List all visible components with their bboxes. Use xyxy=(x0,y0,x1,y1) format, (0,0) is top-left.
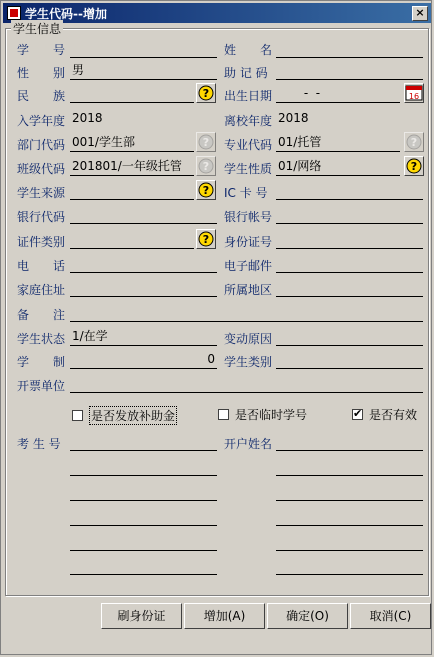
app-icon xyxy=(7,6,21,20)
minzu-lookup-button[interactable] xyxy=(196,83,216,103)
label-xuezhi: 学 制 xyxy=(17,355,66,369)
extra-line-left[interactable] xyxy=(70,483,217,501)
label-kaihuxm: 开户姓名 xyxy=(224,437,273,451)
bumen-lookup-button[interactable] xyxy=(196,132,216,152)
label-zjlb: 证件类别 xyxy=(17,235,66,249)
svg-text:?: ? xyxy=(410,136,418,149)
field-xingbie[interactable]: 男 xyxy=(70,62,217,80)
cancel-button[interactable]: 取消(C) xyxy=(350,603,431,629)
field-beizhu[interactable] xyxy=(70,304,423,322)
field-email[interactable] xyxy=(276,255,423,273)
label-xingming: 姓 名 xyxy=(224,43,273,57)
label-xuehao: 学 号 xyxy=(17,43,66,57)
zjlb-lookup-button[interactable] xyxy=(196,229,216,249)
label-banji: 班级代码 xyxy=(17,162,66,176)
field-laiyuan[interactable] xyxy=(70,182,194,200)
svg-text:?: ? xyxy=(202,136,210,149)
svg-text:?: ? xyxy=(202,160,210,173)
extra-line-right[interactable] xyxy=(276,533,423,551)
field-xuehao[interactable] xyxy=(70,40,217,58)
checkbox-temp-id-label: 是否临时学号 xyxy=(235,408,308,422)
label-xslb: 学生类别 xyxy=(224,355,273,369)
extra-line-right[interactable] xyxy=(276,458,423,476)
label-biandong: 变动原因 xyxy=(224,332,273,346)
checkbox-valid-label: 是否有效 xyxy=(369,408,418,422)
group-title: 学生信息 xyxy=(13,22,62,36)
close-button[interactable]: × xyxy=(412,6,428,21)
extra-line-right[interactable] xyxy=(276,557,423,575)
label-bumen: 部门代码 xyxy=(17,138,66,152)
field-kpdw[interactable] xyxy=(70,375,423,393)
label-yinhangdm: 银行代码 xyxy=(17,210,66,224)
field-yinhangdm[interactable] xyxy=(70,206,217,224)
checkbox-subsidy-label: 是否发放补助金 xyxy=(89,406,177,425)
field-xingzhi[interactable]: 01/网络 xyxy=(276,158,400,176)
field-xslb[interactable] xyxy=(276,351,423,369)
label-kaoshenghao: 考 生 号 xyxy=(17,437,61,451)
svg-text:?: ? xyxy=(410,160,418,173)
label-minzu: 民 族 xyxy=(17,89,66,103)
field-yinhangzh[interactable] xyxy=(276,206,423,224)
zhuanye-lookup-button[interactable] xyxy=(404,132,424,152)
field-zhuanye[interactable]: 01/托管 xyxy=(276,134,400,152)
field-dianhua[interactable] xyxy=(70,255,217,273)
field-zhujima[interactable] xyxy=(276,62,423,80)
label-xingbie: 性 别 xyxy=(17,66,66,80)
svg-text:?: ? xyxy=(202,233,210,246)
field-zhuangtai[interactable]: 1/在学 xyxy=(70,328,217,346)
help-icon xyxy=(198,134,214,150)
label-zhuanye: 专业代码 xyxy=(224,138,273,152)
svg-text:?: ? xyxy=(202,87,210,100)
label-zhuangtai: 学生状态 xyxy=(17,332,66,346)
help-icon xyxy=(406,158,422,174)
add-button[interactable]: 增加(A) xyxy=(184,603,265,629)
extra-line-left[interactable] xyxy=(70,458,217,476)
label-laiyuan: 学生来源 xyxy=(17,186,66,200)
extra-line-right[interactable] xyxy=(276,483,423,501)
label-kpdw: 开票单位 xyxy=(17,379,66,393)
label-diqu: 所属地区 xyxy=(224,283,273,297)
field-ruxue[interactable]: 2018 xyxy=(72,111,103,125)
label-zhujima: 助 记 码 xyxy=(224,66,268,80)
field-banji[interactable]: 201801/一年级托管 xyxy=(70,158,194,176)
field-zjlb[interactable] xyxy=(70,231,194,249)
label-lixiao: 离校年度 xyxy=(224,114,273,128)
label-ickahao: IC 卡 号 xyxy=(224,186,268,200)
field-minzu[interactable] xyxy=(70,85,194,103)
field-kaoshenghao[interactable] xyxy=(70,433,217,451)
field-bumen[interactable]: 001/学生部 xyxy=(70,134,194,152)
ok-button[interactable]: 确定(O) xyxy=(267,603,348,629)
extra-line-left[interactable] xyxy=(70,557,217,575)
extra-line-left[interactable] xyxy=(70,508,217,526)
checkbox-valid-box[interactable] xyxy=(352,409,363,420)
svg-text:16: 16 xyxy=(408,92,420,101)
help-icon xyxy=(198,182,214,198)
label-sfzh: 身份证号 xyxy=(224,235,273,249)
checkbox-valid[interactable] xyxy=(352,406,417,423)
banji-lookup-button[interactable] xyxy=(196,156,216,176)
title-bar[interactable] xyxy=(3,3,431,23)
field-lixiao[interactable]: 2018 xyxy=(278,111,309,125)
field-diqu[interactable] xyxy=(276,279,423,297)
field-xingming[interactable] xyxy=(276,40,423,58)
laiyuan-lookup-button[interactable] xyxy=(196,180,216,200)
calendar-button[interactable] xyxy=(404,83,424,103)
field-xuezhi[interactable]: 0 xyxy=(70,351,217,369)
swipe-id-card-button[interactable]: 刷身份证 xyxy=(101,603,182,629)
label-zhuzhi: 家庭住址 xyxy=(17,283,66,297)
label-chusheng: 出生日期 xyxy=(224,89,273,103)
checkbox-temp-id-box[interactable] xyxy=(218,409,229,420)
help-icon xyxy=(406,134,422,150)
label-dianhua: 电 话 xyxy=(17,259,66,273)
xingzhi-lookup-button[interactable] xyxy=(404,156,424,176)
field-ickahao[interactable] xyxy=(276,182,423,200)
label-email: 电子邮件 xyxy=(224,259,273,273)
svg-text:?: ? xyxy=(202,184,210,197)
field-zhuzhi[interactable] xyxy=(70,279,217,297)
help-icon xyxy=(198,231,214,247)
checkbox-temp-id[interactable] xyxy=(218,406,307,423)
field-kaihuxm[interactable] xyxy=(276,433,423,451)
extra-line-left[interactable] xyxy=(70,533,217,551)
window-title: 学生代码--增加 xyxy=(25,6,107,21)
help-icon xyxy=(198,158,214,174)
field-sfzh[interactable] xyxy=(276,231,423,249)
field-biandong[interactable] xyxy=(276,328,423,346)
extra-line-right[interactable] xyxy=(276,508,423,526)
label-xingzhi: 学生性质 xyxy=(224,162,273,176)
field-chusheng[interactable]: - - xyxy=(276,85,400,103)
label-beizhu: 备 注 xyxy=(17,308,66,322)
checkbox-subsidy-box[interactable] xyxy=(72,410,83,421)
calendar-icon xyxy=(405,84,423,102)
help-icon xyxy=(198,85,214,101)
checkbox-subsidy[interactable] xyxy=(72,406,177,425)
label-ruxue: 入学年度 xyxy=(17,114,66,128)
label-yinhangzh: 银行帐号 xyxy=(224,210,273,224)
